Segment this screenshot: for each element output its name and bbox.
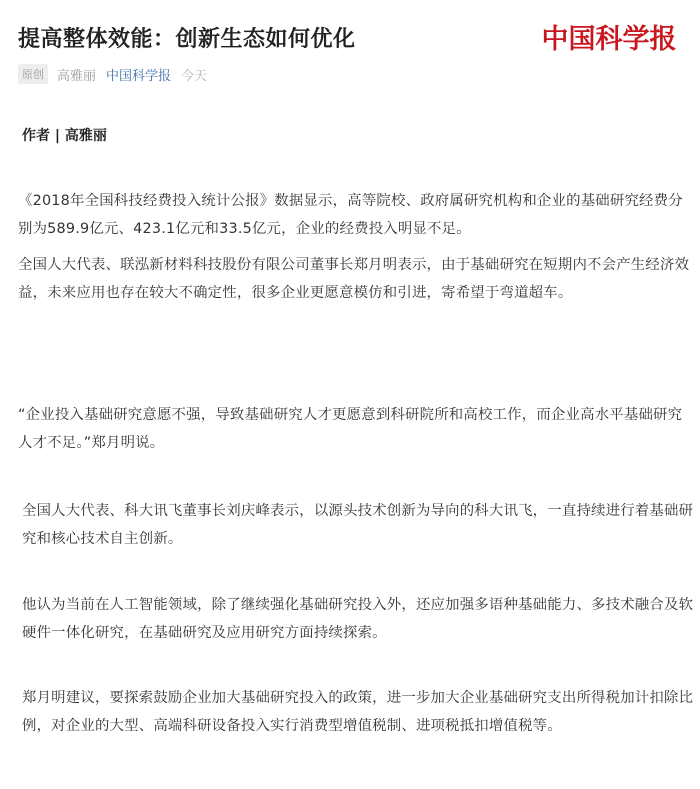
source-account-link[interactable]: 中国科学报 xyxy=(106,68,172,84)
article-paragraph: “企业投入基础研究意愿不强，导致基础研究人才更愿意到科研院所和高校工作，而企业高水平基础研究人才不足。”郑月明说。 xyxy=(18,407,683,451)
article-paragraph: 《2018年全国科技经费投入统计公报》数据显示，高等院校、政府属研究机构和企业的基础研究经费分别为589.9亿元、423.1亿元和33.5亿元，企业的经费投入明显不足。 xyxy=(18,193,683,237)
newspaper-logo: 中国科学报 xyxy=(541,23,677,55)
article-title: 提高整体效能：创新生态如何优化 xyxy=(18,27,356,52)
article-paragraph: 郑月明建议，要探索鼓励企业加大基础研究投入的政策，进一步加大企业基础研究支出所得税加计扣除比例，对企业的大型、高端科研设备投入实行消费型增值税制、进项税抵扣增值税等。 xyxy=(22,690,694,734)
original-badge: 原创 xyxy=(18,64,48,84)
article-paragraph: 全国人大代表、科大讯飞董事长刘庆峰表示，以源头技术创新为导向的科大讯飞，一直持续进行着基础研究和核心技术自主创新。 xyxy=(22,503,694,547)
article-paragraph: 全国人大代表、联泓新材料科技股份有限公司董事长郑月明表示，由于基础研究在短期内不会产生经济效益，未来应用也存在较大不确定性，很多企业更愿意模仿和引进，寄希望于弯道超车。 xyxy=(18,257,690,301)
meta-author: 高雅丽 xyxy=(57,68,97,84)
article-meta xyxy=(18,64,207,84)
article-paragraph: 他认为当前在人工智能领域，除了继续强化基础研究投入外，还应加强多语种基础能力、多技术融合及软硬件一体化研究，在基础研究及应用研究方面持续探索。 xyxy=(22,597,694,641)
byline: 作者 | 高雅丽 xyxy=(22,128,107,144)
publish-date: 今天 xyxy=(181,68,208,84)
